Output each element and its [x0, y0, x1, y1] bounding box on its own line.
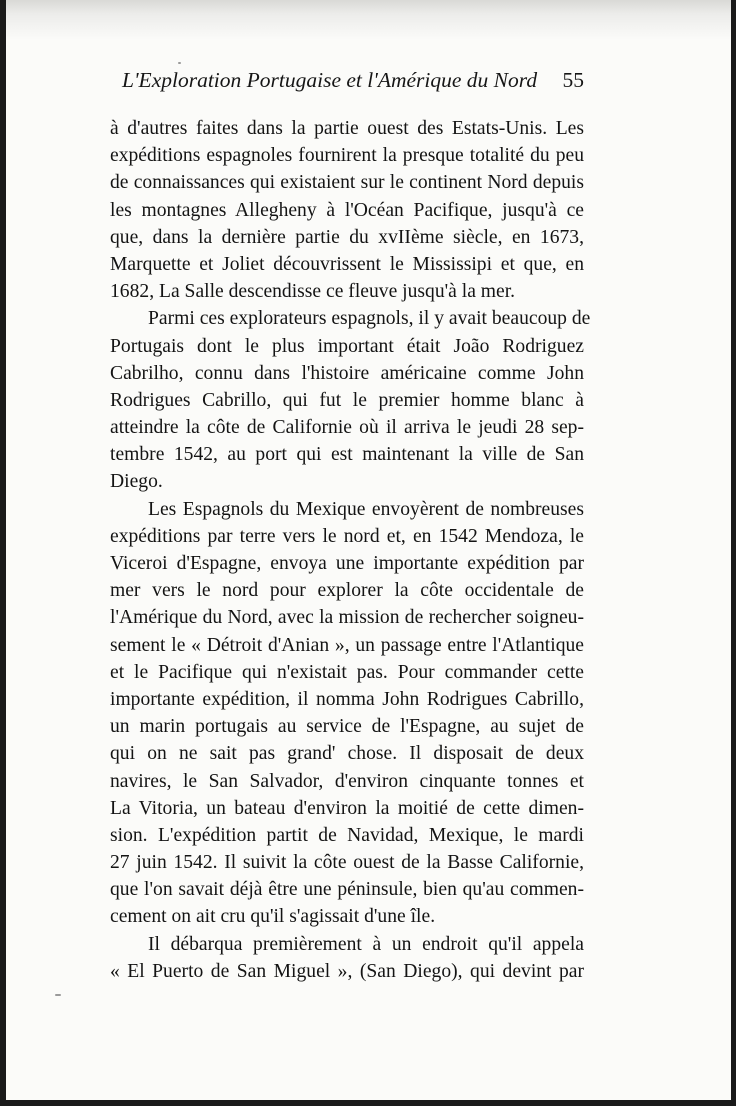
scan-shadow [6, 0, 731, 40]
page-number: 55 [562, 68, 584, 92]
text-line: sion. L'expédition partit de Navidad, Mexique, le mardi [110, 824, 584, 846]
text-line: importante expédition, il nomma John Rodrigues Cabrillo, [110, 688, 584, 710]
text-line: un marin portugais au service de l'Espagne, au sujet de [110, 716, 584, 738]
text-line: expéditions espagnoles fournirent la presque totalité du peu [110, 145, 584, 167]
text-line: que l'on savait déjà être une péninsule, bien qu'au commen- [110, 879, 584, 901]
paragraph-1 [110, 115, 584, 305]
paragraph-3 [110, 496, 584, 931]
text-line: Les Espagnols du Mexique envoyèrent de nombreuses [148, 498, 584, 520]
text-line: navires, le San Salvador, d'environ cinquante tonnes et [110, 770, 584, 792]
text-line: que, dans la dernière partie du xvIIème siècle, en 1673, [110, 226, 584, 248]
text-line: mer vers le nord pour explorer la côte occidentale de [110, 580, 584, 602]
page-header [110, 68, 584, 104]
text-line: expéditions par terre vers le nord et, en 1542 Mendoza, le [110, 525, 584, 547]
text-line: tembre 1542, au port qui est maintenant la ville de San [110, 444, 584, 466]
paragraph-4 [110, 931, 584, 985]
text-line: Cabrilho, connu dans l'histoire américaine comme John [110, 362, 584, 384]
text-line: sement le « Détroit d'Anian », un passage entre l'Atlantique [110, 634, 584, 656]
text-line: Rodrigues Cabrillo, qui fut le premier homme blanc à [110, 389, 584, 411]
text-line: cement on ait cru qu'il s'agissait d'une île. [110, 906, 436, 928]
text-line: Viceroi d'Espagne, envoya une importante expédition par [110, 553, 584, 574]
scan-speck [55, 994, 61, 996]
text-line: de connaissances qui existaient sur le continent Nord depuis [110, 172, 584, 194]
text-line: et le Pacifique qui n'existait pas. Pour commander cette [110, 661, 584, 683]
text-line: Marquette et Joliet découvrissent le Mississipi et que, en [110, 253, 584, 275]
text-line: La Vitoria, un bateau d'environ la moitié de cette dimen- [110, 797, 584, 819]
text-line: Parmi ces explorateurs espagnols, il y avait beaucoup de [148, 308, 591, 330]
scan-speck [178, 62, 181, 64]
text-line: l'Amérique du Nord, avec la mission de rechercher soigneu- [110, 607, 584, 629]
text-line: les montagnes Allegheny à l'Océan Pacifique, jusqu'à ce [110, 199, 584, 221]
text-line: Diego. [110, 471, 163, 493]
body-text [110, 115, 591, 985]
paragraph-2 [110, 305, 591, 495]
text-line: qui on ne sait pas grand' chose. Il disposait de deux [110, 743, 584, 765]
running-title: L'Exploration Portugaise et l'Amérique du Nord [122, 68, 538, 92]
text-line: 27 juin 1542. Il suivit la côte ouest de la Basse Californie, [110, 852, 584, 874]
text-line: 1682, La Salle descendisse ce fleuve jusqu'à la mer. [110, 281, 516, 303]
text-line: « El Puerto de San Miguel », (San Diego), qui devint par [110, 960, 584, 982]
text-line: à d'autres faites dans la partie ouest des Estats-Unis. Les [110, 118, 584, 139]
text-line: Portugais dont le plus important était João Rodriguez [110, 335, 584, 357]
text-line: Il débarqua premièrement à un endroit qu'il appela [148, 933, 584, 955]
text-line: atteindre la côte de Californie où il arriva le jeudi 28 sep- [110, 417, 584, 439]
